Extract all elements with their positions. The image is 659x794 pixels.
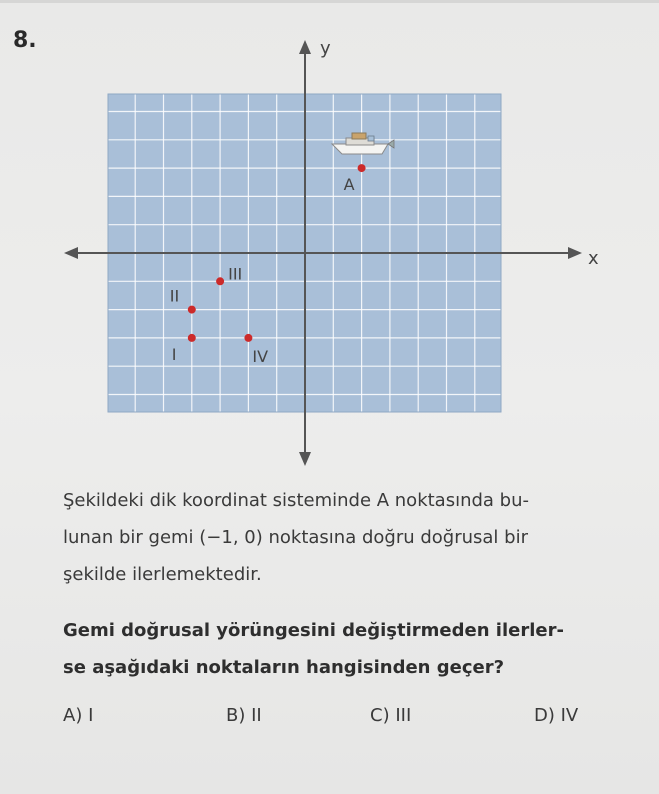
choice-d[interactable]: [534, 705, 578, 726]
choice-b-text: II: [251, 705, 262, 726]
point-label-a: A: [343, 175, 355, 195]
choice-c-letter: C): [370, 705, 390, 726]
point-iv: [244, 334, 252, 342]
stem-line-1: Şekildeki dik koordinat sisteminde A noktasında bu-: [63, 490, 529, 511]
x-axis-right-arrow: [568, 247, 582, 259]
choice-c-text: III: [395, 705, 412, 726]
point-label-iii: III: [228, 264, 243, 284]
choice-a-letter: A): [63, 705, 83, 726]
y-axis-top-arrow: [299, 40, 311, 54]
point-iii: [216, 277, 224, 285]
x-axis-left-arrow: [64, 247, 78, 259]
choice-c[interactable]: [370, 705, 411, 726]
prompt-line-2: se aşağıdaki noktaların hangisinden geçer?: [63, 657, 505, 678]
prompt-line-1: Gemi doğrusal yörüngesini değiştirmeden ilerler-: [63, 620, 564, 641]
choice-a[interactable]: [63, 705, 93, 726]
choice-a-text: I: [88, 705, 94, 726]
stem-line-3: şekilde ilerlemektedir.: [63, 564, 262, 585]
x-axis-label: x: [588, 248, 599, 269]
stem-line-2: lunan bir gemi (−1, 0) noktasına doğru doğrusal bir: [63, 527, 528, 548]
question-number: 8.: [13, 28, 37, 53]
choice-b[interactable]: [226, 705, 262, 726]
choice-b-letter: B): [226, 705, 246, 726]
point-i: [188, 334, 196, 342]
choice-d-text: IV: [560, 705, 579, 726]
y-axis-label: y: [320, 38, 331, 59]
point-label-ii: II: [169, 286, 180, 306]
point-label-iv: IV: [252, 346, 269, 366]
point-ii: [188, 306, 196, 314]
choice-d-letter: D): [534, 705, 555, 726]
point-label-i: I: [171, 344, 177, 364]
point-a: [358, 164, 366, 172]
y-axis-bottom-arrow: [299, 452, 311, 466]
